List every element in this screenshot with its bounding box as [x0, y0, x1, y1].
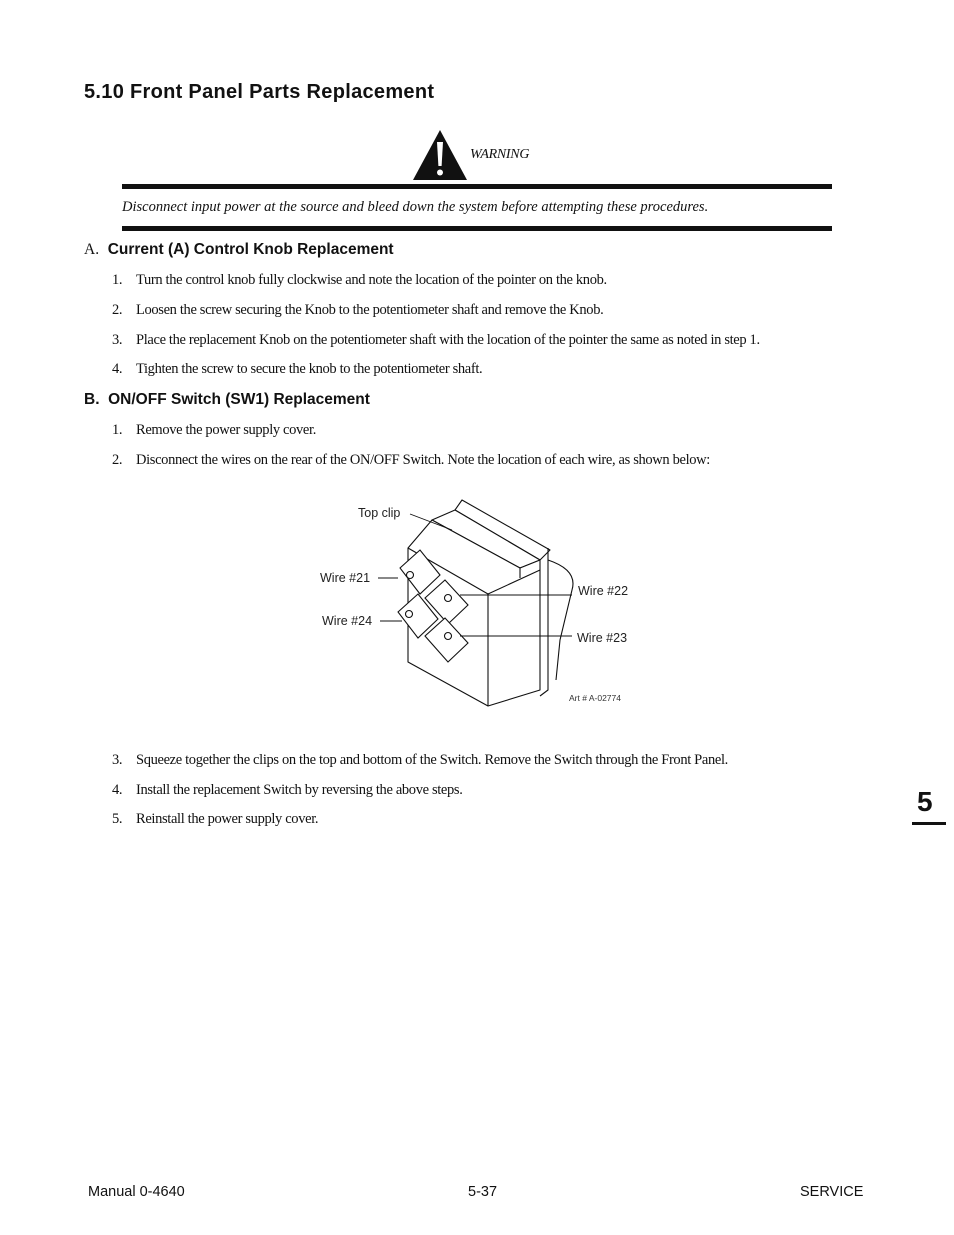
- switch-wiring-diagram: [300, 490, 660, 720]
- section-b-title: ON/OFF Switch (SW1) Replacement: [108, 391, 370, 408]
- step-number: 1.: [112, 422, 123, 438]
- chapter-tab-rule: [912, 822, 946, 825]
- warning-bottom-rule: [122, 226, 832, 231]
- step-number: 1.: [112, 272, 123, 288]
- section-a-letter: A.: [84, 241, 100, 258]
- section-b-step: [112, 452, 710, 469]
- section-b-heading: [84, 391, 370, 409]
- step-text: Loosen the screw securing the Knob to the potentiometer shaft and remove the Knob.: [136, 302, 604, 318]
- step-text: Remove the power supply cover.: [136, 422, 316, 438]
- chapter-tab-number: 5: [917, 786, 933, 817]
- warning-header: [412, 128, 529, 182]
- section-a-step: [112, 361, 482, 378]
- step-number: 2.: [112, 452, 123, 468]
- section-b-step: [112, 422, 316, 439]
- label-wire-23: Wire #23: [577, 631, 628, 645]
- warning-text: Disconnect input power at the source and bleed down the system before attempting these procedures.: [122, 199, 709, 215]
- step-text: Reinstall the power supply cover.: [136, 811, 319, 827]
- label-wire-22: Wire #22: [578, 584, 629, 598]
- section-a-step: [112, 272, 607, 289]
- step-number: 4.: [112, 782, 123, 798]
- section-a-step: [112, 332, 760, 349]
- step-text: Disconnect the wires on the rear of the ON/OFF Switch. Note the location of each wire, as shown below:: [136, 452, 710, 468]
- step-text: Place the replacement Knob on the potentiometer shaft with the location of the pointer the same as noted in step 1.: [136, 332, 760, 348]
- page-title: 5.10 Front Panel Parts Replacement: [84, 81, 435, 103]
- step-text: Squeeze together the clips on the top and bottom of the Switch. Remove the Switch through the Front Panel.: [136, 752, 728, 768]
- section-a-step: [112, 302, 603, 319]
- step-number: 5.: [112, 811, 123, 827]
- warning-triangle-icon: [412, 128, 468, 182]
- footer-page-number: 5-37: [468, 1184, 498, 1200]
- section-a-heading: [84, 241, 394, 259]
- section-b-step: [112, 782, 463, 799]
- step-text: Tighten the screw to secure the knob to the potentiometer shaft.: [136, 361, 483, 377]
- warning-label: WARNING: [470, 147, 530, 162]
- section-a-title: Current (A) Control Knob Replacement: [107, 241, 394, 258]
- step-number: 3.: [112, 752, 123, 768]
- warning-top-rule: [122, 184, 832, 189]
- section-b-step: [112, 752, 728, 769]
- label-wire-21: Wire #21: [320, 571, 371, 585]
- step-number: 4.: [112, 361, 123, 377]
- section-b-letter: B.: [84, 391, 100, 408]
- step-text: Install the replacement Switch by reversing the above steps.: [136, 782, 463, 798]
- section-b-step: [112, 811, 318, 828]
- art-number: Art # A-02774: [569, 693, 621, 703]
- step-text: Turn the control knob fully clockwise and note the location of the pointer on the knob.: [136, 272, 607, 288]
- step-number: 2.: [112, 302, 123, 318]
- switch-flange: [540, 548, 548, 696]
- switch-rocker: [548, 560, 573, 680]
- label-wire-24: Wire #24: [322, 614, 373, 628]
- footer-manual-number: Manual 0-4640: [88, 1184, 185, 1200]
- step-number: 3.: [112, 332, 123, 348]
- label-top-clip: Top clip: [358, 506, 401, 520]
- footer-section-name: SERVICE: [800, 1184, 864, 1200]
